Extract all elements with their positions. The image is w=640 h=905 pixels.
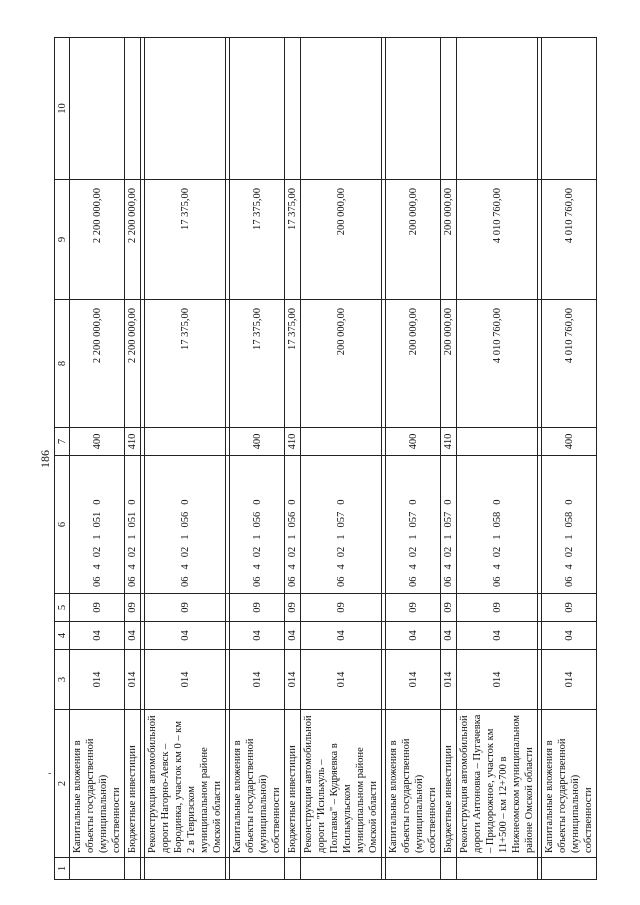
- expense-type-cell: 410: [285, 428, 301, 456]
- code-part: 0: [179, 499, 191, 505]
- code-part: 06: [335, 576, 347, 587]
- row-number-cell: [542, 858, 597, 880]
- expense-type-cell: 410: [125, 428, 141, 456]
- row-number-cell: [441, 858, 457, 880]
- code-part: 1: [443, 534, 454, 540]
- amount-cell: 2 200 000,00: [125, 180, 141, 300]
- code-part: 0: [127, 499, 138, 505]
- header-cell: 2: [55, 710, 70, 858]
- target-article-cell: [230, 456, 285, 594]
- amount-cell: 2 200 000,00: [125, 300, 141, 428]
- code-part: 4: [127, 564, 138, 570]
- code-part: 0: [443, 499, 454, 505]
- code-part: 4: [491, 564, 503, 570]
- amount-cell: [457, 38, 538, 180]
- item-name-cell: Реконструкция автомобильной дороги Антоновка – Пугачевка – Придорожное, участок км 11+500 – км 12+700 в Нижнеомском муниципальном районе Омской области: [457, 710, 538, 858]
- subsection-cell: 09: [457, 594, 538, 622]
- code-part: 02: [407, 546, 419, 558]
- target-article-cell: [125, 456, 141, 594]
- item-name-cell: Реконструкция автомобильной дороги Нагорно-Аевск – Бородинка, участок км 0 – км 2 в Тевризском муниципальном районе Омской области: [145, 710, 226, 858]
- code-part: 058: [563, 511, 575, 528]
- admin-code-cell: 014: [230, 650, 285, 710]
- code-part: 06: [563, 576, 575, 587]
- code-part: 0: [91, 499, 103, 505]
- section-cell: 04: [70, 622, 125, 650]
- target-article-cell: [457, 456, 538, 594]
- code-part: 051: [127, 511, 138, 528]
- budget-table: [54, 37, 597, 880]
- code-part: 02: [91, 546, 103, 558]
- expense-type-cell: 410: [441, 428, 457, 456]
- rotated-content: [36, 38, 594, 880]
- target-article-cell: [285, 456, 301, 594]
- code-part: 1: [407, 534, 419, 540]
- item-name-cell: Бюджетные инвестиции: [125, 710, 141, 858]
- amount-cell: 4 010 760,00: [457, 300, 538, 428]
- table-row: [70, 38, 125, 880]
- admin-code-cell: 014: [145, 650, 226, 710]
- item-name-cell: Капитальные вложения в объекты государственной (муниципальной) собственности: [230, 710, 285, 858]
- section-cell: 04: [542, 622, 597, 650]
- amount-cell: 17 375,00: [145, 180, 226, 300]
- table-row: [542, 38, 597, 880]
- code-part: 02: [335, 546, 347, 558]
- amount-cell: [542, 38, 597, 180]
- row-number-cell: [125, 858, 141, 880]
- amount-cell: [125, 38, 141, 180]
- amount-cell: 17 375,00: [230, 300, 285, 428]
- amount-cell: 200 000,00: [441, 180, 457, 300]
- code-part: 056: [251, 511, 263, 528]
- code-part: 058: [491, 511, 503, 528]
- row-number-cell: [457, 858, 538, 880]
- code-part: 0: [491, 499, 503, 505]
- amount-cell: [145, 38, 226, 180]
- admin-code-cell: 014: [542, 650, 597, 710]
- amount-cell: 2 200 000,00: [70, 300, 125, 428]
- page-number: 186: [38, 450, 52, 468]
- expense-type-cell: [301, 428, 382, 456]
- code-part: 06: [179, 576, 191, 587]
- amount-cell: 4 010 760,00: [542, 300, 597, 428]
- amount-cell: [285, 38, 301, 180]
- table-row: [301, 38, 382, 880]
- header-cell: 4: [55, 622, 70, 650]
- admin-code-cell: 014: [70, 650, 125, 710]
- code-part: 06: [287, 576, 298, 587]
- item-name-cell: Реконструкция автомобильной дороги "Исилькуль – Полтавка" – Кудряевка в Исилькульском муниципальном районе Омской области: [301, 710, 382, 858]
- code-part: 06: [127, 576, 138, 587]
- amount-cell: 17 375,00: [230, 180, 285, 300]
- code-part: 051: [91, 511, 103, 528]
- code-part: 4: [563, 564, 575, 570]
- item-name-cell: Бюджетные инвестиции: [285, 710, 301, 858]
- code-part: 1: [127, 534, 138, 540]
- amount-cell: [386, 38, 441, 180]
- margin-mark: -: [48, 768, 52, 779]
- section-cell: 04: [285, 622, 301, 650]
- amount-cell: [230, 38, 285, 180]
- header-cell: 3: [55, 650, 70, 710]
- amount-cell: [441, 38, 457, 180]
- code-part: 02: [127, 546, 138, 558]
- admin-code-cell: 014: [301, 650, 382, 710]
- section-cell: 04: [457, 622, 538, 650]
- code-part: 056: [287, 511, 298, 528]
- table-row: [441, 38, 457, 880]
- code-part: 0: [563, 499, 575, 505]
- row-number-cell: [285, 858, 301, 880]
- section-cell: 04: [145, 622, 226, 650]
- expense-type-cell: [457, 428, 538, 456]
- header-cell: 7: [55, 428, 70, 456]
- table-row: [457, 38, 538, 880]
- target-article-cell: [386, 456, 441, 594]
- row-number-cell: [386, 858, 441, 880]
- amount-cell: 200 000,00: [301, 180, 382, 300]
- code-part: 06: [491, 576, 503, 587]
- target-article-cell: [70, 456, 125, 594]
- code-part: 06: [91, 576, 103, 587]
- code-part: 1: [563, 534, 575, 540]
- target-article-cell: [145, 456, 226, 594]
- subsection-cell: 09: [125, 594, 141, 622]
- code-part: 02: [251, 546, 263, 558]
- amount-cell: 200 000,00: [441, 300, 457, 428]
- code-part: 4: [179, 564, 191, 570]
- row-number-cell: [301, 858, 382, 880]
- table-row: [386, 38, 441, 880]
- code-part: 4: [443, 564, 454, 570]
- amount-cell: 17 375,00: [145, 300, 226, 428]
- expense-type-cell: 400: [70, 428, 125, 456]
- target-article-cell: [542, 456, 597, 594]
- code-part: 4: [287, 564, 298, 570]
- code-part: 02: [563, 546, 575, 558]
- row-number-cell: [70, 858, 125, 880]
- target-article-cell: [441, 456, 457, 594]
- table-row: [125, 38, 141, 880]
- table-body: [70, 38, 597, 880]
- amount-cell: 2 200 000,00: [70, 180, 125, 300]
- table-row: [230, 38, 285, 880]
- admin-code-cell: 014: [386, 650, 441, 710]
- row-number-cell: [145, 858, 226, 880]
- code-part: 0: [407, 499, 419, 505]
- header-row: [55, 38, 70, 880]
- code-part: 1: [179, 534, 191, 540]
- item-name-cell: Капитальные вложения в объекты государственной (муниципальной) собственности: [70, 710, 125, 858]
- admin-code-cell: 014: [457, 650, 538, 710]
- amount-cell: [301, 38, 382, 180]
- amount-cell: 200 000,00: [301, 300, 382, 428]
- code-part: 057: [335, 511, 347, 528]
- expense-type-cell: 400: [542, 428, 597, 456]
- expense-type-cell: [145, 428, 226, 456]
- amount-cell: 200 000,00: [386, 300, 441, 428]
- code-part: 06: [251, 576, 263, 587]
- row-number-cell: [230, 858, 285, 880]
- code-part: 057: [443, 511, 454, 528]
- code-part: 1: [91, 534, 103, 540]
- subsection-cell: 09: [285, 594, 301, 622]
- item-name-cell: Капитальные вложения в объекты государственной (муниципальной) собственности: [386, 710, 441, 858]
- amount-cell: 17 375,00: [285, 300, 301, 428]
- code-part: 1: [335, 534, 347, 540]
- code-part: 1: [287, 534, 298, 540]
- subsection-cell: 09: [70, 594, 125, 622]
- section-cell: 04: [230, 622, 285, 650]
- amount-cell: 4 010 760,00: [542, 180, 597, 300]
- header-cell: 5: [55, 594, 70, 622]
- admin-code-cell: 014: [441, 650, 457, 710]
- code-part: 1: [251, 534, 263, 540]
- item-name-cell: Капитальные вложения в объекты государственной (муниципальной) собственности: [542, 710, 597, 858]
- code-part: 4: [91, 564, 103, 570]
- amount-cell: [70, 38, 125, 180]
- amount-cell: 4 010 760,00: [457, 180, 538, 300]
- subsection-cell: 09: [230, 594, 285, 622]
- subsection-cell: 09: [386, 594, 441, 622]
- code-part: 06: [443, 576, 454, 587]
- header-cell: 9: [55, 180, 70, 300]
- code-part: 0: [287, 499, 298, 505]
- header-cell: 6: [55, 456, 70, 594]
- code-part: 02: [443, 546, 454, 558]
- section-cell: 04: [125, 622, 141, 650]
- code-part: 4: [251, 564, 263, 570]
- expense-type-cell: 400: [230, 428, 285, 456]
- admin-code-cell: 014: [285, 650, 301, 710]
- section-cell: 04: [386, 622, 441, 650]
- table-row: [285, 38, 301, 880]
- item-name-cell: Бюджетные инвестиции: [441, 710, 457, 858]
- subsection-cell: 09: [441, 594, 457, 622]
- amount-cell: 200 000,00: [386, 180, 441, 300]
- expense-type-cell: 400: [386, 428, 441, 456]
- subsection-cell: 09: [542, 594, 597, 622]
- code-part: 06: [407, 576, 419, 587]
- code-part: 0: [335, 499, 347, 505]
- code-part: 4: [335, 564, 347, 570]
- code-part: 4: [407, 564, 419, 570]
- code-part: 02: [287, 546, 298, 558]
- target-article-cell: [301, 456, 382, 594]
- header-cell: 1: [55, 858, 70, 880]
- code-part: 0: [251, 499, 263, 505]
- admin-code-cell: 014: [125, 650, 141, 710]
- subsection-cell: 09: [145, 594, 226, 622]
- table-row: [145, 38, 226, 880]
- amount-cell: 17 375,00: [285, 180, 301, 300]
- code-part: 057: [407, 511, 419, 528]
- code-part: 02: [491, 546, 503, 558]
- code-part: 02: [179, 546, 191, 558]
- code-part: 1: [491, 534, 503, 540]
- header-cell: 10: [55, 38, 70, 180]
- section-cell: 04: [301, 622, 382, 650]
- subsection-cell: 09: [301, 594, 382, 622]
- header-cell: 8: [55, 300, 70, 428]
- code-part: 056: [179, 511, 191, 528]
- section-cell: 04: [441, 622, 457, 650]
